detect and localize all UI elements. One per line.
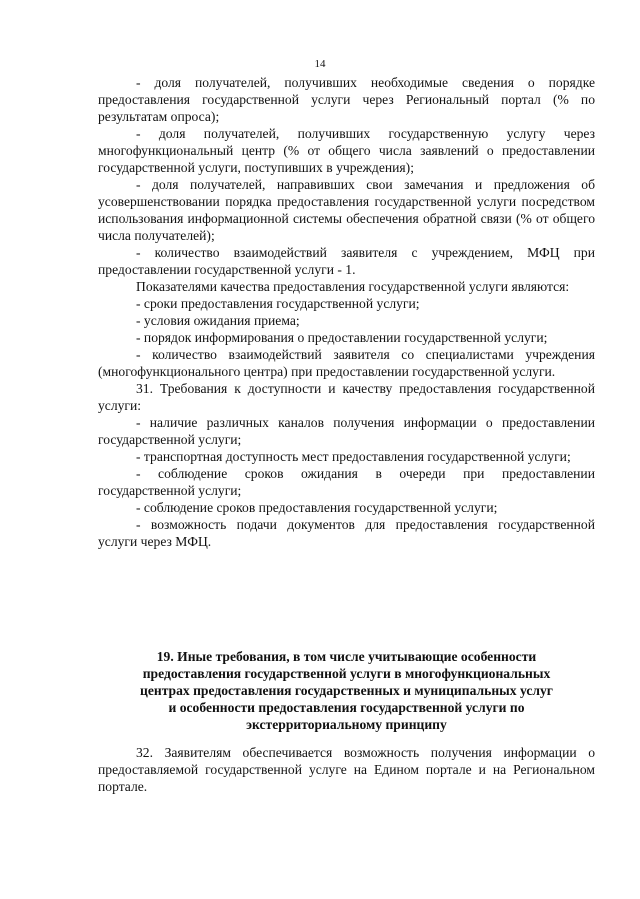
- closing-text: [98, 744, 595, 795]
- paragraph: - транспортная доступность мест предоставления государственной услуги;: [136, 449, 571, 464]
- paragraph: - количество взаимодействий заявителя со специалистами учреждения (многофункционального центра) при предоставлении государственной услуги.: [98, 347, 595, 379]
- paragraph: - сроки предоставления государственной услуги;: [136, 296, 420, 311]
- heading-line: 19. Иные требования, в том числе учитывающие особенности: [156, 649, 537, 664]
- page-number: 14: [314, 58, 326, 70]
- paragraph: - количество взаимодействий заявителя с учреждением, МФЦ при предоставлении государственной услуги - 1.: [98, 245, 595, 277]
- paragraph: - доля получателей, получивших государственную услугу через многофункциональный центр (% от общего числа заявлений о предоставлении государственной услуги, поступивших в учреждения);: [98, 126, 595, 175]
- heading-line: экстерриториальному принципу: [246, 717, 447, 732]
- section-heading: [98, 648, 595, 733]
- heading-line: центрах предоставления государственных и муниципальных услуг: [140, 683, 553, 698]
- paragraph: - доля получателей, направивших свои замечания и предложения об усовершенствовании порядка предоставления государственной услуги посредством использования информационной системы обеспечения обратной связи (% от общего числа получателей);: [98, 177, 595, 243]
- paragraph: - соблюдение сроков ожидания в очереди при предоставлении государственной услуги;: [98, 466, 595, 498]
- paragraph: 31. Требования к доступности и качеству предоставления государственной услуги:: [98, 381, 595, 413]
- paragraph: - доля получателей, получивших необходимые сведения о порядке предоставления государственной услуги через Региональный портал (% по результатам опроса);: [98, 75, 595, 124]
- paragraph: - наличие различных каналов получения информации о предоставлении государственной услуги;: [98, 415, 595, 447]
- body-text: [98, 74, 595, 550]
- paragraph: - порядок информирования о предоставлении государственной услуги;: [136, 330, 548, 345]
- paragraph: Показателями качества предоставления государственной услуги являются:: [136, 279, 570, 294]
- paragraph: - возможность подачи документов для предоставления государственной услуги через МФЦ.: [98, 517, 595, 549]
- heading-line: предоставления государственной услуги в многофункциональных: [142, 666, 551, 681]
- paragraph: - соблюдение сроков предоставления государственной услуги;: [136, 500, 498, 515]
- paragraph: 32. Заявителям обеспечивается возможность получения информации о предоставляемой государственной услуге на Едином портале и на Региональном портале.: [98, 745, 595, 794]
- heading-line: и особенности предоставления государственной услуги по: [168, 700, 525, 715]
- paragraph: - условия ожидания приема;: [136, 313, 300, 328]
